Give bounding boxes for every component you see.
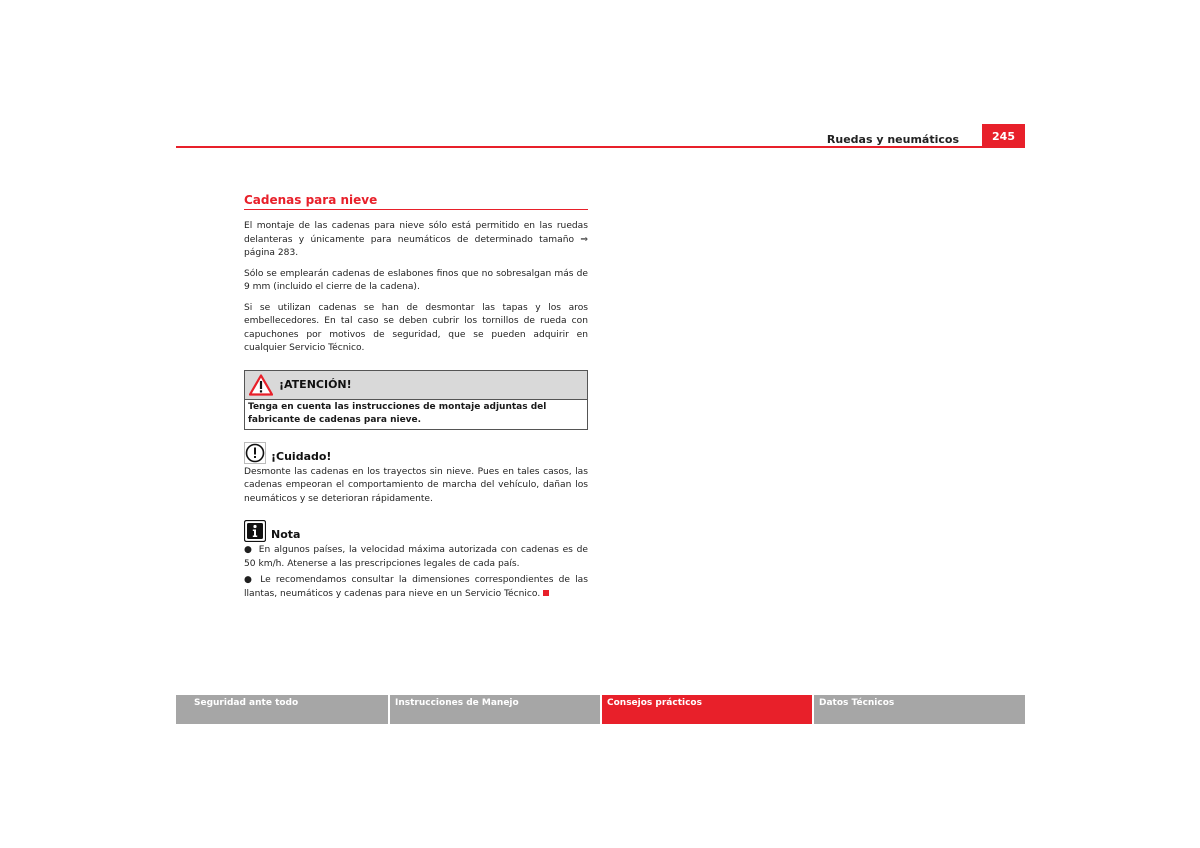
exclamation-circle-icon [244, 442, 266, 464]
caution-title: ¡Cuidado! [271, 449, 332, 463]
warning-title: ¡ATENCIÓN! [279, 378, 352, 391]
paragraph-2: Sólo se emplearán cadenas de eslabones finos que no sobresalgan más de 9 mm (incluido el cierre de la cadena). [244, 268, 588, 292]
warning-box [244, 370, 588, 430]
section-title: Cadenas para nieve [244, 193, 588, 210]
note-header [244, 520, 588, 542]
info-icon [244, 520, 266, 542]
bullet-dot: ● [244, 575, 255, 585]
caution-header [244, 442, 588, 464]
footer-tab-consejos[interactable]: Consejos prácticos [602, 695, 812, 724]
header-rule [176, 146, 982, 148]
note-item-1 [244, 544, 588, 571]
footer-tab-seguridad[interactable]: Seguridad ante todo [176, 695, 388, 724]
paragraph-1: El montaje de las cadenas para nieve sólo está permitido en las ruedas delanteras y únicamente para neumáticos de determinado tamaño ⇒ página 283. [244, 221, 588, 258]
warning-text: Tenga en cuenta las instrucciones de montaje adjuntas del fabricante de cadenas para nieve. [248, 401, 547, 425]
footer-tab-instrucciones[interactable]: Instrucciones de Manejo [390, 695, 600, 724]
page-number: 245 [982, 124, 1025, 148]
chapter-title: Ruedas y neumáticos [826, 133, 959, 146]
main-content [244, 193, 588, 604]
note-item-2 [244, 574, 588, 601]
note-item-2-text: Le recomendamos consultar la dimensiones correspondientes de las llantas, neumáticos y cadenas para nieve en un Servicio Técnico. [244, 575, 588, 599]
footer-nav [176, 695, 1025, 724]
note-title: Nota [271, 528, 301, 541]
note-item-1-text: En algunos países, la velocidad máxima autorizada con cadenas es de 50 km/h. Atenerse a las prescripciones legales de cada país. [244, 545, 588, 569]
warning-triangle-icon [249, 374, 273, 396]
caution-text: Desmonte las cadenas en los trayectos sin nieve. Pues en tales casos, las cadenas empeoran el comportamiento de marcha del vehículo, dañan los neumáticos y se deterioran rápidamente. [244, 466, 588, 504]
paragraph-3: Si se utilizan cadenas se han de desmontar las tapas y los aros embellecedores. En tal caso se deben cubrir los tornillos de rueda con capuchones por motivos de seguridad, que se pueden adquirir en cualquier Servicio Técnico. [244, 302, 588, 353]
footer-tab-datos[interactable]: Datos Técnicos [814, 695, 1025, 724]
bullet-dot: ● [244, 545, 253, 555]
end-of-section-mark [543, 590, 549, 596]
warning-header [245, 371, 587, 400]
